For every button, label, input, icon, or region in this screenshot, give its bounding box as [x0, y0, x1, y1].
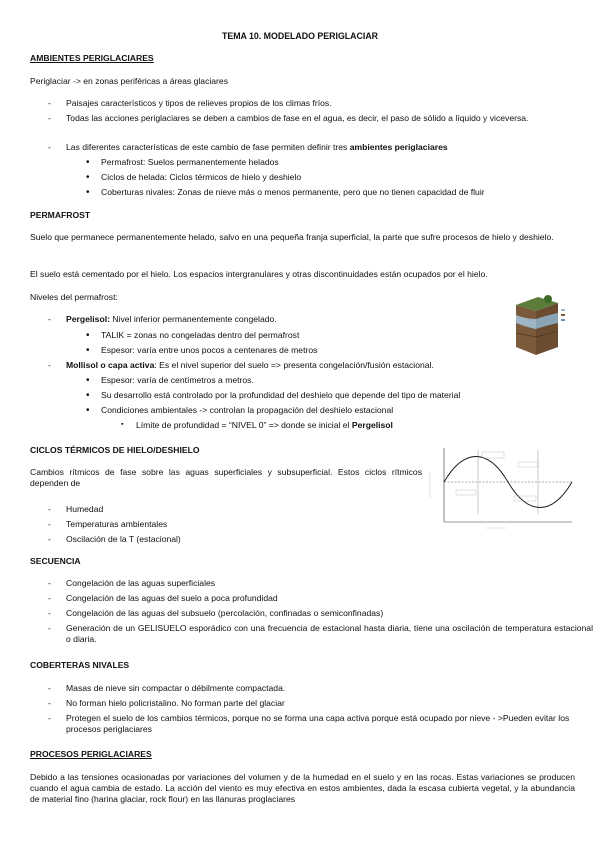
list-item-pergelisol: [48, 314, 486, 325]
list-item: - Protegen el suelo de los cambios térmicos, porque no se forma una capa activa porque está ocupado por nieve - >Pueden evitar los procesos periglaciares: [48, 713, 593, 735]
bullet-item: • Condiciones ambientales -> controlan la propagación del deshielo estacional: [83, 405, 581, 416]
procesos-p1: Debido a las tensiones ocasionadas por variaciones del volumen y de la humedad en el suelo y en las rocas. Estas variaciones se producen cuando el agua cambia de estado. La acción del viento es muy efectiva en estos ambientes, dada la escasa cubierta vegetal, y la abundancia de material fino (harina glaciar, rock flour) en las llanuras proglaciares: [30, 772, 575, 805]
list-item: - Congelación de las aguas del subsuelo (percolación, confinadas o semiconfinadas): [48, 608, 593, 619]
heading-ciclos: CICLOS TÉRMICOS DE HIELO/DESHIELO: [30, 445, 200, 455]
permafrost-p1: Suelo que permanece permanentemente helado, salvo en una pequeña franja superficial, la parte que sufre procesos de hielo y deshielo.: [30, 232, 554, 242]
heading-ambientes: AMBIENTES PERIGLACIARES: [30, 53, 154, 63]
list-item: - Congelación de las aguas del suelo a poca profundidad: [48, 593, 593, 604]
list-item: - Humedad: [48, 504, 426, 515]
item-bold: ambientes periglaciares: [349, 142, 448, 152]
bullet-item: • Espesor: varía de centímetros a metros.: [83, 375, 581, 386]
item-bold: Pergelisol: [351, 420, 393, 430]
item-text: : Es el nivel superior del suelo => presenta congelación/fusión estacional.: [154, 360, 434, 370]
heading-coberteras: COBERTERAS NIVALES: [30, 660, 130, 670]
bullet-item: • Ciclos de helada: Ciclos térmicos de hielo y deshielo: [83, 172, 581, 183]
list-item: - Generación de un GELISUELO esporádico con una frecuencia de estacional hasta diaria, tiene una oscilación de temperatura estacional o diaria.: [48, 623, 593, 645]
heading-procesos: PROCESOS PERIGLACIARES: [30, 749, 152, 759]
bullet-item: • Coberturas nivales: Zonas de nieve más o menos permanente, pero que no tienen capacidad de fluir: [83, 187, 581, 198]
item-text: Nivel inferior permanentemente congelado.: [109, 314, 277, 324]
ciclos-p1: Cambios rítmicos de fase sobre las aguas superficiales y subsuperficial. Estos ciclos rítmicos dependen de: [30, 467, 422, 489]
permafrost-p3: Niveles del permafrost:: [30, 292, 118, 302]
list-item: - No forman hielo policristalino. No forman parte del glaciar: [48, 698, 593, 709]
item-text: Límite de profundidad = “NIVEL 0” => donde se inicial el: [136, 420, 352, 430]
permafrost-p2: El suelo está cementado por el hielo. Los espacios intergranulares y otras discontinuidades están ocupados por el hielo.: [30, 269, 488, 279]
heading-secuencia: SECUENCIA: [30, 556, 81, 566]
list-item: - Oscilación de la T (estacional): [48, 534, 426, 545]
bullet-item: • Espesor: varía entre unos pocos a centenares de metros: [83, 345, 501, 356]
list-item: - Temperaturas ambientales: [48, 519, 426, 530]
list-item: - Paisajes característicos y tipos de relieves propios de los climas fríos.: [48, 98, 593, 109]
item-bold: Mollisol o capa activa: [66, 360, 155, 370]
sub-bullet-item: [118, 420, 576, 431]
heading-permafrost: PERMAFROST: [30, 210, 91, 220]
list-item-mollisol: [48, 360, 593, 371]
thermal-cycle-figure: [426, 442, 576, 534]
list-item: - Congelación de las aguas superficiales: [48, 578, 593, 589]
item-bold: Pergelisol:: [66, 314, 110, 324]
bullet-item: • Permafrost: Suelos permanentemente helados: [83, 157, 581, 168]
bullet-item: • Su desarrollo está controlado por la profundidad del deshielo que depende del tipo de material: [83, 390, 581, 401]
page-title: TEMA 10. MODELADO PERIGLACIAR: [221, 31, 379, 41]
item-text: Las diferentes características de este cambio de fase permiten definir tres: [66, 142, 350, 152]
ambientes-intro: Periglaciar -> en zonas periféricas a áreas glaciares: [30, 76, 228, 86]
list-item: - Masas de nieve sin compactar o débilmente compactada.: [48, 683, 593, 694]
bullet-item: • TALIK = zonas no congeladas dentro del permafrost: [83, 330, 501, 341]
list-item: - Todas las acciones periglaciares se deben a cambios de fase en el agua, es decir, el paso de sólido a líquido y viceversa.: [48, 113, 593, 124]
permafrost-diagram: [512, 289, 574, 359]
list-item: [48, 142, 593, 153]
